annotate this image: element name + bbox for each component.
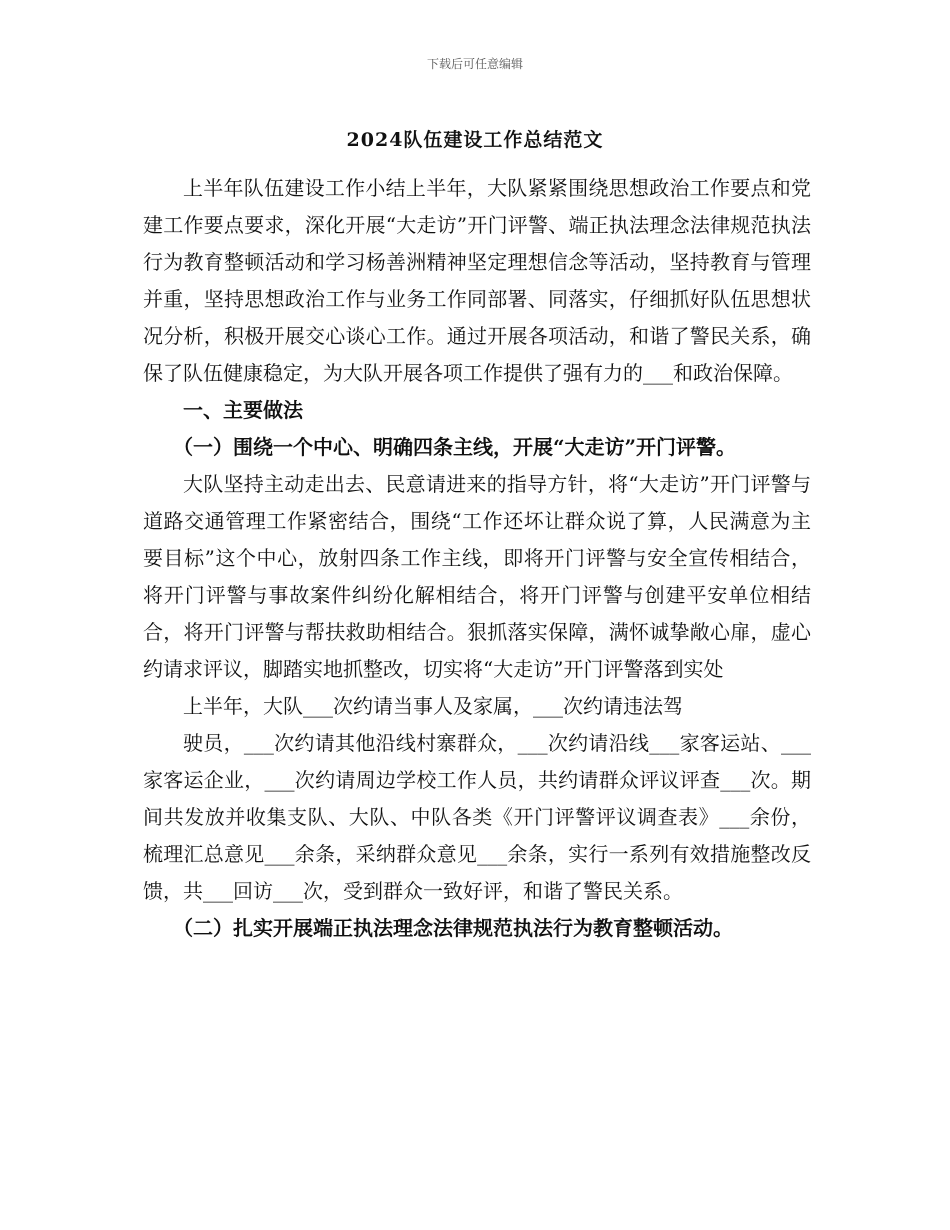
paragraph-intro: 上半年队伍建设工作小结上半年，大队紧紧围绕思想政治工作要点和党建工作要点要求，深化开展“大走访”开门评警、端正执法理念法律规范执法行为教育整顿活动和学习杨善洲精神坚定理想信念等活动，坚持教育与管理并重，坚持思想政治工作与业务工作同部署、同落实，仔细抓好队伍思想状况分析，积极开展交心谈心工作。通过开展各项活动，和谐了警民关系，确保了队伍健康稳定，为大队开展各项工作提供了强有力的___和政治保障。: [143, 176, 811, 385]
paragraph-visit-policy: 大队坚持主动走出去、民意请进来的指导方针，将“大走访”开门评警与道路交通管理工作紧密结合，围绕“工作还坏让群众说了算，人民满意为主要目标”这个中心，放射四条工作主线，即将开门评警与安全宣传相结合，将开门评警与事故案件纠纷化解相结合，将开门评警与创建平安单位相结合，将开门评警与帮扶救助相结合。狠抓落实保障，满怀诚挚敞心扉，虚心约请求评议，脚踏实地抓整改，切实将“大走访”开门评警落到实处: [143, 472, 811, 681]
header-note: 下载后可任意编辑: [426, 57, 523, 71]
document-body: [143, 170, 811, 947]
paragraph-half-year-stats-start: 上半年，大队___次约请当事人及家属，___次约请违法驾: [183, 694, 683, 718]
subsection-heading-2: （二）扎实开展端正执法理念法律规范执法行为教育整顿活动。: [173, 916, 733, 940]
paragraph-half-year-stats: 驶员，___次约请其他沿线村寨群众，___次约请沿线___家客运站、___家客运企业，___次约请周边学校工作人员，共约请群众评议评查___次。期间共发放并收集支队、大队、中队各类《开门评警评议调查表》___余份，梳理汇总意见___余条，采纳群众意见___余条，实行一系列有效措施整改反馈，共___回访___次，受到群众一致好评，和谐了警民关系。: [143, 731, 811, 903]
document-title: 2024队伍建设工作总结范文: [346, 129, 604, 151]
subsection-heading-1: （一）围绕一个中心、明确四条主线，开展“大走访”开门评警。: [173, 435, 737, 459]
section-heading-main-practices: 一、主要做法: [183, 398, 303, 422]
